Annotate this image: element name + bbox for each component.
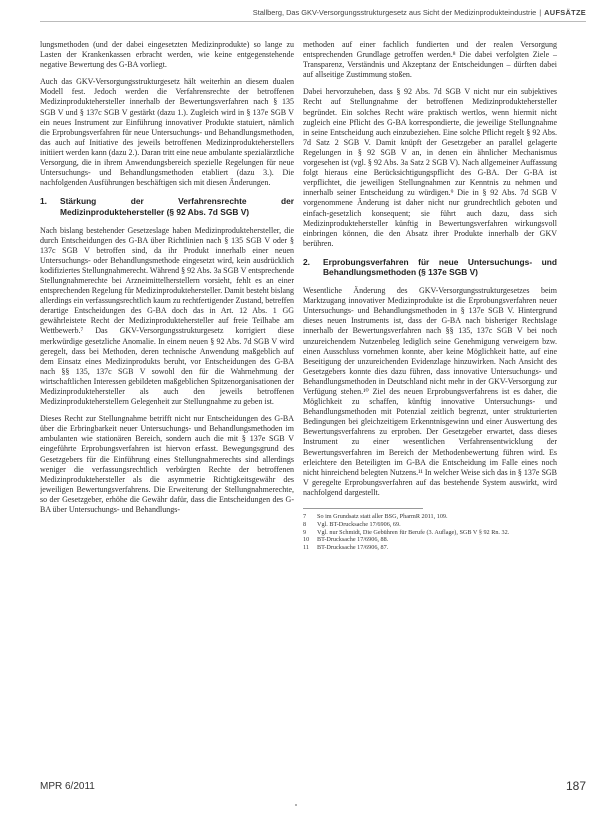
footnote-rule bbox=[303, 508, 423, 509]
section-heading-1 bbox=[40, 196, 294, 217]
footnote bbox=[303, 529, 557, 537]
header-separator: | bbox=[539, 8, 542, 17]
heading-text: Stärkung der Verfahrensrechte der Medizinproduktehersteller (§ 92 Abs. 7d SGB V) bbox=[60, 196, 294, 217]
footnote-text: BT-Drucksache 17/6906, 87. bbox=[317, 544, 389, 552]
heading-number: 1. bbox=[40, 196, 47, 207]
footnote bbox=[303, 544, 557, 552]
heading-number: 2. bbox=[303, 256, 310, 267]
footnote-number: 9 bbox=[303, 528, 307, 536]
header-rule bbox=[40, 21, 586, 22]
footnote-number: 10 bbox=[303, 536, 310, 544]
footnote-text: So im Grundsatz statt aller BSG, PharmR 2011, 109. bbox=[317, 513, 448, 521]
footnote-text: BT-Drucksache 17/6906, 88. bbox=[317, 536, 389, 544]
page-number: 187 bbox=[565, 779, 586, 793]
running-header bbox=[40, 8, 586, 17]
header-section: AUFSÄTZE bbox=[544, 8, 586, 17]
footnote bbox=[303, 536, 557, 544]
paragraph: Wesentliche Änderung des GKV-Versorgungsstrukturgesetzes beim Marktzugang innovativer Medizinprodukte ist die Erprobungsverfahren neuer Untersuchungs- und Behandlungsmethoden in § 137e SGB V. Hintergrund dieses neuen Instruments ist, dass der G-BA nach bisheriger Rechtslage innerhalb der Bewertungsverfahren nach §§ 135, 137c SGB V bei noch unzureichendem Nutzenbeleg lediglich seine Genehmigung verweigern bzw. einen Ausschluss vornehmen konnte, aber keine Möglichkeit hatte, auf eine Beseitigung der unzureichenden Evidenzlage hinzuwirken. Nach Ansicht des Gesetzgebers konnte dies dazu führen, dass innovative Untersuchungs- und Behandlungsmethoden in Deutschland nicht mehr in der GKV-Versorgung zur Verfügung stehen.¹⁰ Ziel des neuen Erprobungsverfahrens ist es daher, die Möglichkeit zu schaffen, künftig innovative Untersuchungs- und Behandlungsmethoden mit Potenzial zeitlich begrenzt, unter strukturierten Bedingungen bei gleichzeitigem Erkenntnisgewinn und einer Auswertung des Bewertungsverfahrens zu erproben. Der Gesetzgeber erwartet, dass dieses Instrument zu einer wesentlichen Verfahrensentwicklung der Bewertungsverfahren im Bereich der Methodenbewertung führen wird. Es erleichtere den Beteiligten im G-BA die Entscheidung im Falle eines noch nicht hinreichend belegten Nutzens.¹¹ In welcher Weise sich das in § 137e SGB V geregelte Erprobungsverfahren auf das bestehende System auswirkt, wird nachfolgend dargestellt. bbox=[303, 286, 557, 497]
paragraph: Auch das GKV-Versorgungsstrukturgesetz hält weiterhin an diesem dualen Modell fest. Jedoch werden die Verfahrensrechte der betroffenen Medizinproduktehersteller innerhalb der Bewertungsverfahren nach § 135 SGB V und § 137c SGB V gestärkt (dazu 1.). Zugleich wird in § 137e SGB V ein neues Instrument zur Einführung innovativer Produkte statuiert, nämlich die Erprobungsverfahren für neue Untersuchungs- und Behandlungsmethoden, das auch auf Initiative des jeweils betroffenen Medizinprodukteherstellers initiiert werden kann (dazu 2.). Daran tritt eine neue ambulante spezialärztliche Versorgung, die in ihrem Anwendungsbereich spezielle Regelungen für neue Untersuchungs- und Behandlungsmethoden etabliert (dazu 3.). Die nachfolgenden Ausführungen beschäftigen sich mit diesen Änderungen. bbox=[40, 77, 294, 188]
paragraph: methoden auf einer fachlich fundierten und der realen Versorgung entsprechenden Grundlage getroffen werden.⁸ Die dabei verfolgten Ziele – Transparenz, Verständnis und Akzeptanz der Entscheidungen – dürften dabei auf allseitige Zustimmung stoßen. bbox=[303, 40, 557, 80]
footnote-number: 8 bbox=[303, 520, 307, 528]
paragraph: Nach bislang bestehender Gesetzeslage haben Medizinproduktehersteller, die durch Entscheidungen des G-BA über Richtlinien nach § 135 SGB V oder § 137c SGB V betroffen sind, da ihr Produkt innerhalb einer neuen Untersuchungs- oder Behandlungsmethode eingesetzt wird, kein ausdrücklich kodifiziertes Stellungnahmerecht. Während § 92 Abs. 3a SGB V entsprechende Stellungnahmerechte bei Arzneimittelherstellern vorsieht, fehlt es an einer entsprechenden Regelung für Medizinproduktehersteller. Damit besteht bislang allerdings ein verfassungsrechtlich kaum zu rechtfertigender Zustand, betreffen derartige Entscheidungen des G-BA doch das in Art. 12 Abs. 1 GG gewährleistete Recht der Medizinproduktehersteller auf freie Teilhabe am Wettbewerb.⁷ Das GKV-Versorgungsstrukturgesetz korrigiert diese merkwürdige gesetzliche Anomalie. In einem neuen § 92 Abs. 7d SGB V wird geregelt, dass bei Methoden, deren technische Anwendung maßgeblich auf dem Einsatz eines Medizinprodukts beruht, vor Entscheidungen des G-BA nach §§ 135, 137c SGB V sowohl den für die Wahrnehmung der wirtschaftlichen Interessen gebildeten maßgeblichen Spitzenorganisationen der Medizinproduktehersteller als auch den jeweils betroffenen Medizinprodukteherstellern Gelegenheit zur Stellungnahme zu geben ist. bbox=[40, 225, 294, 407]
right-column bbox=[303, 40, 557, 775]
journal-issue: MPR 6/2011 bbox=[40, 781, 95, 792]
footnote bbox=[303, 521, 557, 529]
paragraph: Dabei hervorzuheben, dass § 92 Abs. 7d SGB V nicht nur ein subjektives Recht auf Stellungnahme der betroffenen Medizinproduktehersteller begründet. Ein solches Recht wäre praktisch wertlos, wenn hiermit nicht zugleich eine Pflicht des G-BA korrespondierte, die jeweilige Stellungnahme in seine Entscheidung auch einzubeziehen. Eine solche Pflicht regelt § 92 Abs. 7d Satz 2 SGB V. Damit knüpft der Gesetzgeber an parallel gelagerte Regelungen in § 92 SGB V an, in denen ein ähnlicher Mechanismus vorgesehen ist (vgl. § 92 Abs. 3a Satz 2 SGB V). Nach allgemeiner Auffassung folgt hieraus eine Berücksichtigungspflicht des G-BA. Der G-BA ist verpflichtet, die jeweiligen Stellungnahmen zur Kenntnis zu nehmen und innerhalb seiner Entscheidung zu würdigen.⁹ Die in § 92 Abs. 7d SGB V vorgenommene Änderung ist daher nicht nur grundrechtlich geboten und einfach-gesetzlich konsequent; sie führt auch dazu, dass sich Medizinproduktehersteller künftig in Bewertungsverfahren wirkungsvoll einbringen können, die den Absatz ihrer Produkte innerhalb der GKV berühren. bbox=[303, 87, 557, 248]
heading-text: Erprobungsverfahren für neue Untersuchungs- und Behandlungsmethoden (§ 137e SGB V) bbox=[323, 256, 557, 278]
section-heading-2 bbox=[303, 257, 557, 278]
footnote-text: Vgl. nur Schmidt, Die Gebühren für Berufe (3. Auflage), SGB V § 92 Rn. 32. bbox=[317, 528, 510, 536]
left-column bbox=[40, 40, 294, 775]
paragraph: lungsmethoden (und der dabei eingesetzten Medizinprodukte) so lange zu Lasten der Krankenkassen erbracht werden, wie keine entgegenstehende negative Bewertung des G-BA vorliegt. bbox=[40, 40, 294, 70]
footnote-number: 7 bbox=[303, 513, 307, 521]
footnote-text: Vgl. BT-Drucksache 17/6906, 69. bbox=[317, 520, 401, 528]
footnote bbox=[303, 513, 557, 521]
paragraph: Dieses Recht zur Stellungnahme betrifft nicht nur Entscheidungen des G-BA über die Erbringbarkeit neuer Untersuchungs- und Behandlungsmethoden im ambulanten wie stationären Bereich, sondern auch die mit § 137e SGB V eingeführte Erprobungsverfahren ist hiervon erfasst. Bewegungsgrund des Gesetzgebers für die Einführung eines Stellungnahmerechts sind allerdings weniger die verfassungsrechtlich verbürgten Rechte der betroffenen Medizinproduktehersteller als die asymmetrie Richtigkeitsgewähr des jeweiligen Bewertungsverfahrens. Die Erweiterung der Stellungnahmerechte, so der Gesetzgeber, erhöhe die Gewähr dafür, dass die Entscheidungen des G-BA über Untersuchungs- und Behandlungs- bbox=[40, 414, 294, 515]
footnote-number: 11 bbox=[303, 544, 309, 552]
header-title: Stallberg, Das GKV-Versorgungsstrukturgesetz aus Sicht der Medizinprodukteindustrie bbox=[252, 8, 537, 17]
scan-mark bbox=[295, 804, 297, 806]
